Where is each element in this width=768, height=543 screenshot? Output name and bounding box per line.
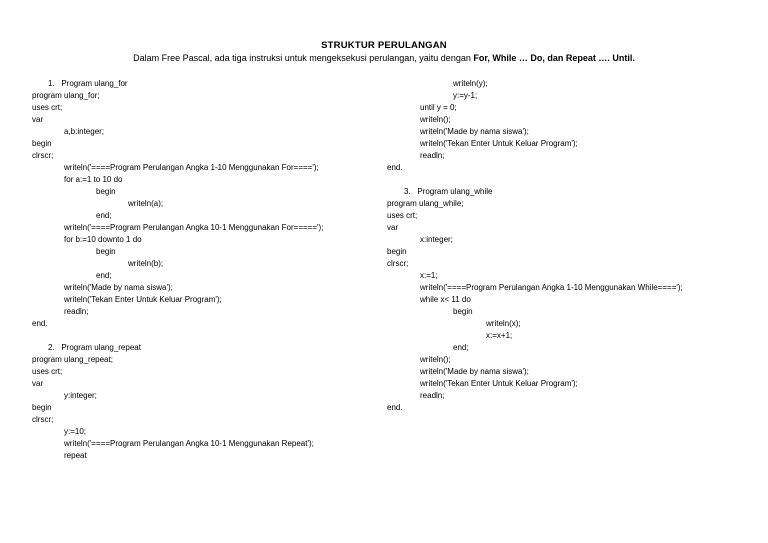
code-line: 3. Program ulang_while: [404, 187, 493, 196]
document-intro: [0, 53, 768, 63]
code-line: begin: [96, 187, 116, 196]
code-line: writeln('Tekan Enter Untuk Keluar Program');: [420, 379, 578, 388]
code-line: end;: [96, 271, 112, 280]
code-line: end.: [387, 403, 403, 412]
code-line: end;: [453, 343, 469, 352]
code-line: begin: [32, 403, 52, 412]
code-line: until y = 0;: [420, 103, 457, 112]
code-column-left: [32, 78, 323, 462]
code-line: readln;: [420, 391, 445, 400]
code-line: y:=y-1;: [453, 91, 478, 100]
blank-line: [387, 174, 683, 186]
code-line: writeln('====Program Perulangan Angka 10-1 Menggunakan For=====');: [64, 223, 324, 232]
code-line: writeln('====Program Perulangan Angka 1-10 Menggunakan While====');: [420, 283, 683, 292]
code-line: uses crt;: [32, 367, 63, 376]
code-line: for b:=10 downto 1 do: [64, 235, 142, 244]
code-line: writeln(a);: [128, 199, 164, 208]
code-line: 1. Program ulang_for: [48, 79, 128, 88]
document-title: STRUKTUR PERULANGAN: [321, 40, 447, 51]
code-line: clrscr;: [387, 259, 409, 268]
code-line: uses crt;: [32, 103, 63, 112]
code-line: 2. Program ulang_repeat: [48, 343, 141, 352]
code-line: for a:=1 to 10 do: [64, 175, 123, 184]
code-line: writeln('====Program Perulangan Angka 1-10 Menggunakan For====');: [64, 163, 319, 172]
code-line: begin: [32, 139, 52, 148]
code-line: writeln('====Program Perulangan Angka 10-1 Menggunakan Repeat');: [64, 439, 314, 448]
code-line: x:integer;: [420, 235, 453, 244]
code-line: var: [32, 379, 44, 388]
code-line: end.: [387, 163, 403, 172]
code-line: clrscr;: [32, 151, 54, 160]
code-line: a,b:integer;: [64, 127, 105, 136]
code-line: begin: [453, 307, 473, 316]
code-line: y:integer;: [64, 391, 97, 400]
code-line: program ulang_while;: [387, 199, 464, 208]
code-line: writeln(x);: [486, 319, 521, 328]
code-line: x:=x+1;: [486, 331, 513, 340]
code-line: x:=1;: [420, 271, 438, 280]
code-line: program ulang_for;: [32, 91, 100, 100]
code-line: var: [32, 115, 44, 124]
code-line: readln;: [64, 307, 89, 316]
code-line: end;: [96, 211, 112, 220]
code-line: repeat: [64, 451, 87, 460]
code-line: program ulang_repeat;: [32, 355, 113, 364]
code-line: writeln('Tekan Enter Untuk Keluar Program');: [420, 139, 578, 148]
blank-line: [32, 330, 323, 342]
code-line: writeln('Made by nama siswa');: [420, 367, 529, 376]
code-line: writeln();: [420, 115, 451, 124]
code-line: writeln(b);: [128, 259, 164, 268]
code-line: writeln();: [420, 355, 451, 364]
code-line: writeln('Tekan Enter Untuk Keluar Program');: [64, 295, 222, 304]
code-line: readln;: [420, 151, 445, 160]
code-line: uses crt;: [387, 211, 418, 220]
code-line: y:=10;: [64, 427, 87, 436]
code-line: clrscr;: [32, 415, 54, 424]
intro-text: Dalam Free Pascal, ada tiga instruksi untuk mengeksekusi perulangan, yaitu dengan: [133, 53, 474, 63]
code-line: writeln(y);: [453, 79, 488, 88]
code-line: end.: [32, 319, 48, 328]
code-line: writeln('Made by nama siswa');: [420, 127, 529, 136]
code-line: var: [387, 223, 399, 232]
code-line: begin: [96, 247, 116, 256]
code-column-right: [387, 78, 683, 414]
code-line: writeln('Made by nama siswa');: [64, 283, 173, 292]
code-line: begin: [387, 247, 407, 256]
intro-keywords: For, While … Do, dan Repeat …. Until.: [473, 53, 635, 63]
code-line: while x< 11 do: [420, 295, 471, 304]
